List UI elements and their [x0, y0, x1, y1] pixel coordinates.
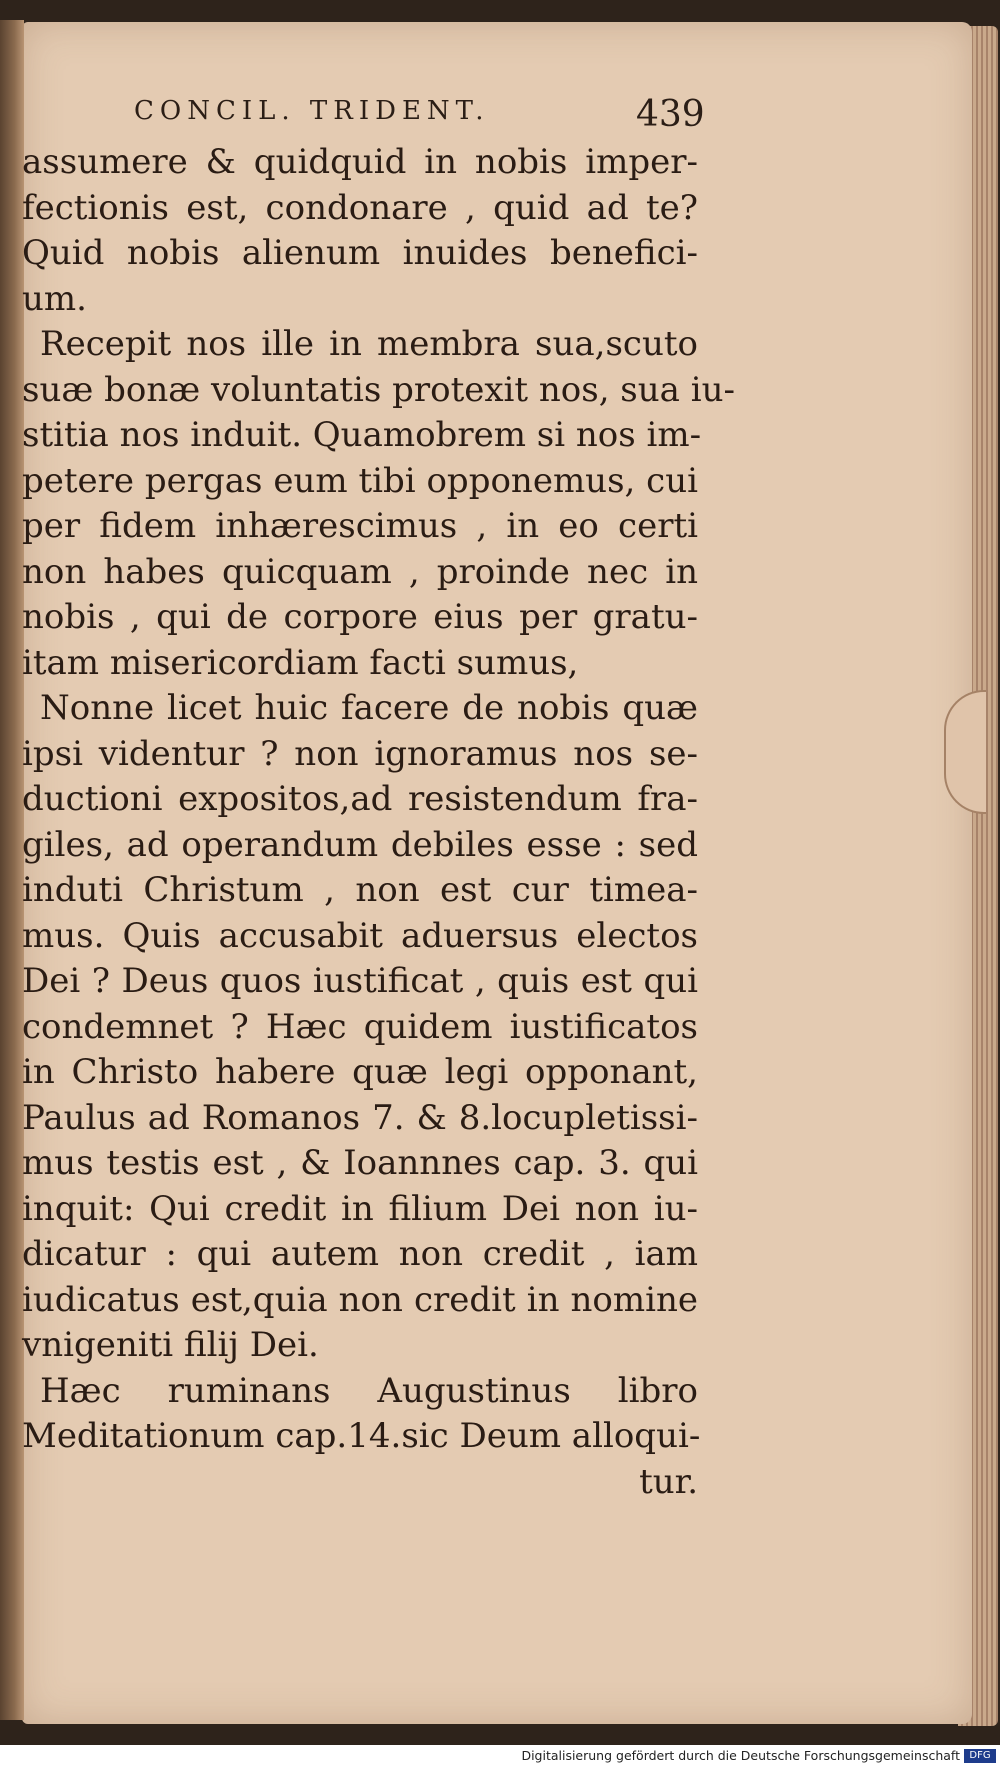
text-line: fectionis est, condonare , quid ad te? — [22, 187, 698, 228]
text-line: nobis , qui de corpore eius per gratu- — [22, 597, 698, 637]
text-line: dicatur : qui autem non credit , iam — [22, 1234, 698, 1274]
binding-gutter — [0, 20, 24, 1720]
text-line: tur. — [639, 1461, 698, 1502]
text-line: induti Christum , non est cur timea- — [22, 870, 698, 910]
text-line: ductioni expositos,ad resistendum fra- — [22, 779, 698, 819]
text-line: vnigeniti filij Dei. — [22, 1325, 319, 1365]
text-line: Quid nobis alienum inuides benefici- — [22, 233, 698, 273]
funding-credit: Digitalisierung gefördert durch die Deutsche Forschungsgemeinschaft — [521, 1748, 960, 1763]
text-line: mus. Quis accusabit aduersus electos — [22, 915, 698, 956]
text-line: Nonne licet huic facere de nobis quæ — [40, 688, 698, 728]
text-line: Dei ? Deus quos iustificat , quis est qui — [22, 961, 698, 1001]
text-line: iudicatus est,quia non credit in nomine — [22, 1279, 698, 1320]
text-line: Paulus ad Romanos 7. & 8.locupletissi- — [22, 1097, 698, 1138]
text-line: itam misericordiam facti sumus, — [22, 642, 579, 683]
footer-bar — [0, 1745, 1000, 1768]
text-line: um. — [22, 278, 87, 319]
text-line: giles, ad operandum debiles esse : sed — [22, 824, 698, 865]
text-line: non habes quicquam , proinde nec in — [22, 551, 698, 592]
running-title: CONCIL. TRIDENT. — [134, 96, 490, 126]
text-line: assumere & quidquid in nobis imper- — [22, 142, 698, 182]
text-line: condemnet ? Hæc quidem iustificatos — [22, 1006, 698, 1047]
dfg-logo: DFG — [964, 1749, 996, 1763]
text-line: Meditationum cap.14.sic Deum alloqui- — [22, 1416, 701, 1456]
text-line: per fidem inhærescimus , in eo certi — [22, 506, 698, 546]
text-line: stitia nos induit. Quamobrem si nos im- — [22, 415, 702, 455]
text-line: suæ bonæ voluntatis protexit nos, sua iu- — [22, 369, 735, 410]
page-number: 439 — [636, 94, 705, 135]
text-line: mus testis est , & Ioannnes cap. 3. qui — [22, 1143, 698, 1183]
text-line: petere pergas eum tibi opponemus, cui — [22, 460, 698, 501]
text-line: ipsi videntur ? non ignoramus nos se- — [22, 733, 698, 774]
text-line: in Christo habere quæ legi opponant, — [22, 1052, 698, 1092]
page-tab-marker — [944, 690, 986, 814]
text-line: Recepit nos ille in membra sua,scuto — [40, 324, 698, 364]
body-text — [22, 140, 735, 1505]
text-line: inquit: Qui credit in filium Dei non iu- — [22, 1188, 698, 1229]
text-line: Hæc ruminans Augustinus libro — [40, 1370, 698, 1411]
